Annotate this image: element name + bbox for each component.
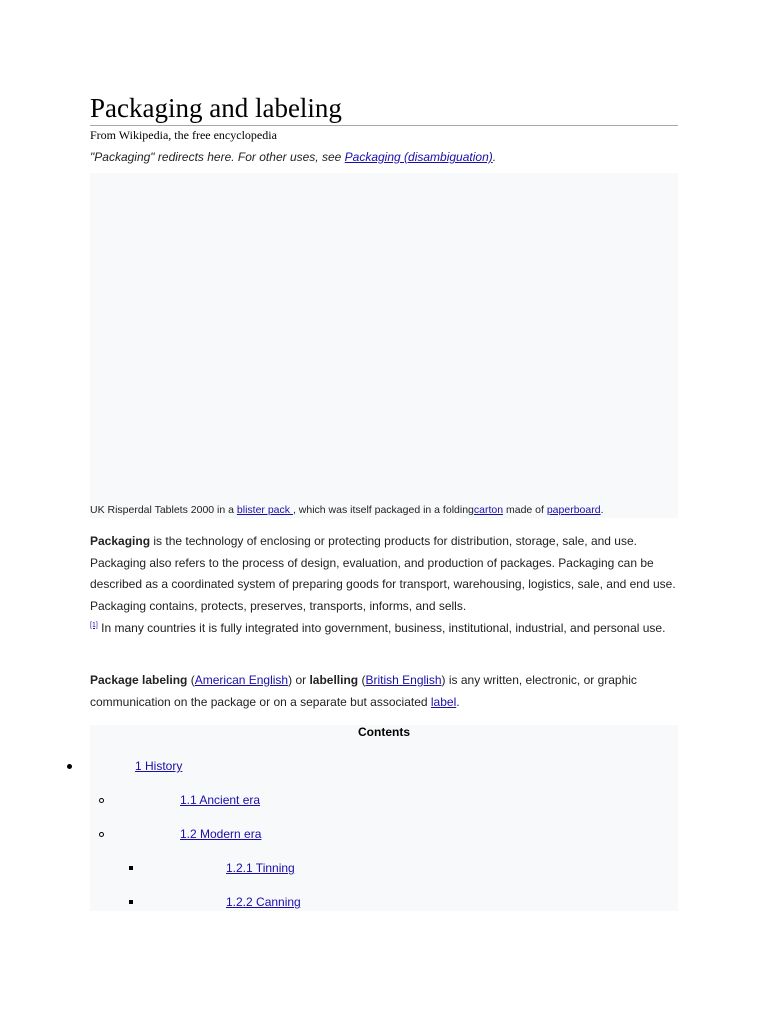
paperboard-link[interactable]: paperboard [546,504,601,516]
hatnote-prefix: "Packaging" redirects here. For other uses, see [90,150,345,164]
labeling-text-2: ) or [288,673,310,687]
toc-bullet-circle-icon [99,798,104,803]
toc-bullet-circle-icon [99,832,104,837]
figure-image-placeholder [90,173,678,518]
toc-item-tinning[interactable]: 1.2.1 Tinning [226,861,295,875]
disambiguation-link[interactable]: Packaging (disambiguation) [344,150,493,164]
american-english-link[interactable]: American English [194,673,289,687]
toc-title: Contents [358,725,410,739]
figure-caption [90,504,678,516]
intro-text-2: In many countries it is fully integrated into government, business, institutional, industrial, and personal use. [97,620,666,635]
term-labelling: labelling [309,673,359,687]
hatnote-suffix: . [492,150,497,164]
blister-pack-link[interactable]: blister pack [236,504,293,516]
labeling-text-4: ) is any written, electronic, or graphic communication on the package or on a separate but associated [90,673,637,709]
labeling-text-5: . [456,694,460,709]
toc-bullet-square-icon [129,866,133,870]
toc-item-canning[interactable]: 1.2.2 Canning [226,895,301,909]
intro-text: is the technology of enclosing or protecting products for distribution, storage, sale, and use. Packaging also refers to the process of design, evaluation, and production of packages. Packaging can be described as a coordinated system of preparing goods for transport, warehousing, logistics, sale, and end use. Packaging contains, protects, preserves, transports, informs, and sells. [90,534,676,614]
british-english-link[interactable]: British English [365,673,442,687]
labeling-text-3: ( [358,673,366,687]
labeling-text-1: ( [187,673,195,687]
hatnote [90,150,496,164]
caption-text-4: . [600,504,604,516]
intro-paragraph [90,531,680,640]
toc-bullet-disc-icon [67,764,72,769]
caption-text-1: UK Risperdal Tablets 2000 in a [90,504,237,516]
labeling-paragraph [90,670,680,713]
term-package-labeling: Package labeling [90,673,188,687]
toc-item-history[interactable]: 1 History [135,759,183,773]
label-link[interactable]: label [430,694,457,709]
caption-text-2: , which was itself packaged in a folding [292,504,474,516]
table-of-contents [90,725,678,911]
caption-text-3: made of [503,504,547,516]
toc-bullet-square-icon [129,900,133,904]
page-title: Packaging and labeling [90,92,678,126]
carton-link[interactable]: carton [473,504,504,516]
term-packaging: Packaging [90,534,151,548]
toc-item-ancient-era[interactable]: 1.1 Ancient era [180,793,261,807]
site-tagline: From Wikipedia, the free encyclopedia [90,128,277,142]
citation-1-link[interactable]: [1] [90,621,98,629]
toc-item-modern-era[interactable]: 1.2 Modern era [180,827,262,841]
